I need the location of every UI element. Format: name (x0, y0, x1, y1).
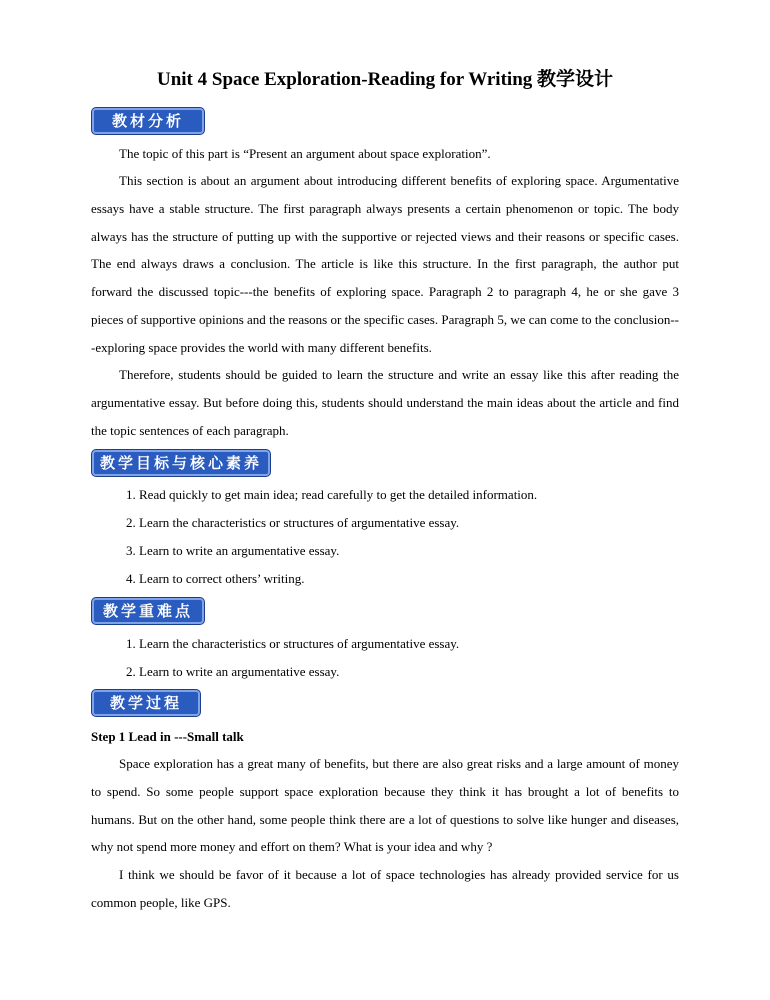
list-item: 3. Learn to write an argumentative essay. (126, 543, 340, 558)
section-badge-key-points: 教学重难点 (92, 598, 204, 624)
analysis-paragraph-2: This section is about an argument about introducing different benefits of exploring space. Argumentative essays have a stable structure. The first paragraph always presents a certain phenomenon or topic. The body always has the structure of putting up with the supportive or rejected views and their reasons or specific cases. The end always draws a conclusion. The article is like this structure. In the first paragraph, the author put forward the discussed topic---the benefits of exploring space. Paragraph 2 to paragraph 4, he or she gave 3 pieces of supportive opinions and the reasons or the specific cases. Paragraph 5, we can come to the conclusion---exploring space provides the world with many different benefits. (91, 173, 679, 355)
list-item: 1. Learn the characteristics or structures of argumentative essay. (126, 636, 460, 651)
list-item: 1. Read quickly to get main idea; read carefully to get the detailed information. (126, 487, 538, 502)
document-title: Unit 4 Space Exploration-Reading for Writing 教学设计 (156, 69, 614, 90)
section-badge-process: 教学过程 (92, 690, 200, 716)
list-item: 2. Learn the characteristics or structures of argumentative essay. (126, 515, 460, 530)
key-points-list (126, 630, 686, 686)
list-item: 2. Learn to write an argumentative essay. (126, 664, 340, 679)
process-paragraph-1: Space exploration has a great many of benefits, but there are also great risks and a large amount of money to spend. So some people support space exploration because they think it has brought a lot of benefits to humans. But on the other hand, some people think there are a lot of questions to solve like hunger and diseases, why not spend more money and effort on them? What is your idea and why ? (91, 756, 679, 855)
analysis-paragraph-3: Therefore, students should be guided to learn the structure and write an essay like this after reading the argumentative essay. But before doing this, students should understand the main ideas about the article and find the topic sentences of each paragraph. (91, 367, 679, 438)
process-paragraph-2: I think we should be favor of it because a lot of space technologies has already provided service for us common people, like GPS. (91, 867, 679, 910)
list-item: 4. Learn to correct others’ writing. (126, 571, 305, 586)
objectives-list (126, 481, 686, 593)
section-badge-objectives: 教学目标与核心素养 (92, 450, 270, 476)
step-1-title: Step 1 Lead in ---Small talk (91, 729, 244, 744)
section-badge-analysis: 教材分析 (92, 108, 204, 134)
analysis-paragraph-1: The topic of this part is “Present an argument about space exploration”. (119, 146, 491, 161)
